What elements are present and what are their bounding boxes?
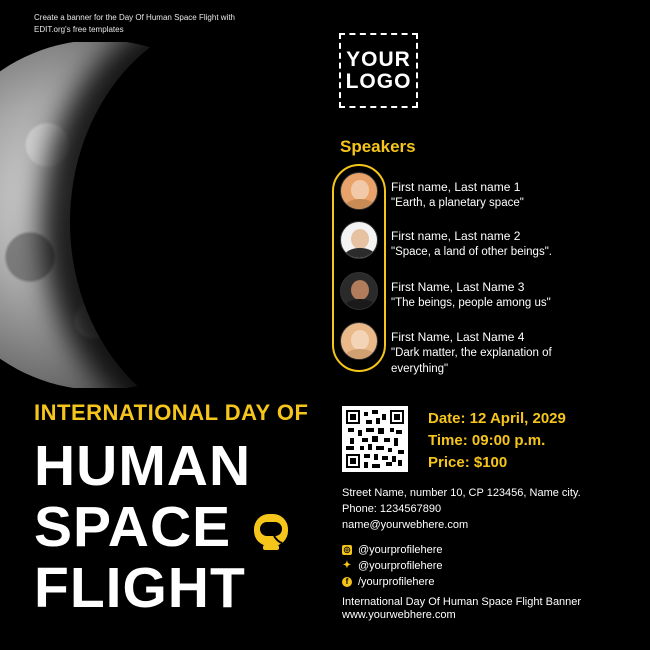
event-date: Date: 12 April, 2029 — [428, 410, 566, 427]
event-price: Price: $100 — [428, 454, 508, 471]
speaker-name: First Name, Last Name 4 — [391, 330, 525, 344]
event-time: Time: 09:00 p.m. — [428, 432, 546, 449]
instagram-icon: ◎ — [343, 545, 351, 554]
footer-website[interactable]: www.yourwebhere.com — [342, 609, 456, 621]
speaker-topic: "Space, a land of other beings". — [391, 246, 552, 258]
speakers-title: Speakers — [340, 137, 416, 156]
moon-image — [0, 42, 309, 388]
headline-pre: INTERNATIONAL DAY OF — [34, 400, 309, 425]
headline-line-1: HUMAN — [34, 434, 252, 498]
social-facebook[interactable] — [342, 576, 434, 588]
avatar — [340, 272, 378, 310]
footer-title: International Day Of Human Space Flight Banner — [342, 596, 582, 608]
avatar — [340, 322, 378, 360]
logo-placeholder — [339, 33, 418, 108]
speaker-name: First name, Last name 2 — [391, 229, 521, 243]
qr-code — [342, 406, 408, 472]
speaker-name: First Name, Last Name 3 — [391, 280, 525, 294]
speaker-topic: "The beings, people among us" — [391, 297, 551, 309]
email-link[interactable]: name@yourwebhere.com — [342, 519, 469, 531]
social-handle: /yourprofilehere — [358, 576, 435, 588]
social-handle: @yourprofilehere — [358, 544, 443, 556]
avatar — [340, 221, 378, 259]
social-instagram[interactable] — [342, 544, 443, 556]
logo-line-2: LOGO — [345, 69, 412, 93]
address: Street Name, number 10, CP 123456, Name city. — [342, 487, 581, 499]
facebook-icon: f — [342, 577, 352, 587]
social-twitter[interactable] — [342, 560, 443, 572]
speaker-topic: "Dark matter, the explanation of everything" — [391, 347, 552, 375]
astronaut-helmet-icon — [252, 512, 290, 552]
top-note: Create a banner for the Day Of Human Space Flight with EDIT.org's free templates — [34, 13, 235, 34]
headline-line-2: SPACE — [34, 495, 232, 559]
twitter-icon: ✦ — [342, 560, 352, 571]
speaker-topic: "Earth, a planetary space" — [391, 197, 524, 209]
logo-line-1: YOUR — [346, 47, 411, 71]
phone: Phone: 1234567890 — [342, 503, 442, 515]
headline-line-3: FLIGHT — [34, 556, 246, 620]
avatar — [340, 172, 378, 210]
social-handle: @yourprofilehere — [358, 560, 443, 572]
speaker-name: First name, Last name 1 — [391, 180, 521, 194]
